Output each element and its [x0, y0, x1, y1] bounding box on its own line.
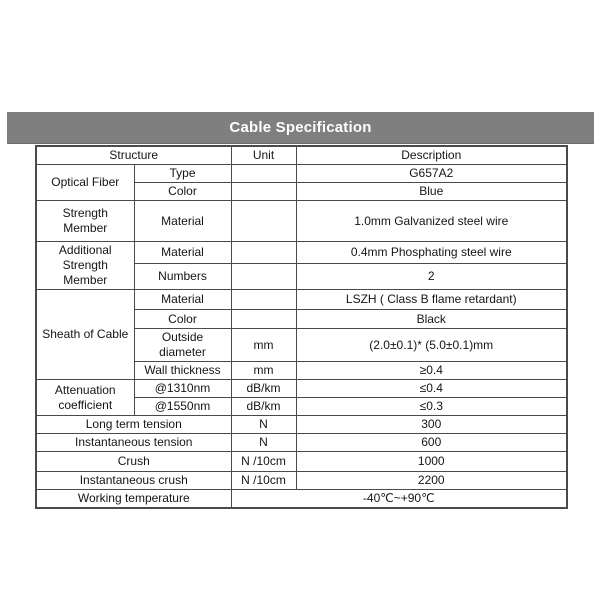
table-row-working-temperature — [36, 490, 567, 509]
row-label-additional-numbers: Numbers — [134, 264, 231, 290]
unit-optical-type — [231, 165, 296, 183]
value-wall-thickness: ≥0.4 — [296, 362, 567, 380]
row-label-wall-thickness: Wall thickness — [134, 362, 231, 380]
table-row-strength-material — [36, 201, 567, 242]
value-additional-material: 0.4mm Phosphating steel wire — [296, 242, 567, 264]
row-label-optical-color: Color — [134, 183, 231, 201]
table-row-long-term-tension — [36, 416, 567, 434]
row-label-optical-type: Type — [134, 165, 231, 183]
unit-additional-material — [231, 242, 296, 264]
row-label-attenuation-1550: @1550nm — [134, 398, 231, 416]
value-sheath-color: Black — [296, 310, 567, 329]
group-label-attenuation-coefficient: Attenuation coefficient — [36, 380, 134, 416]
value-outside-diameter: (2.0±0.1)* (5.0±0.1)mm — [296, 329, 567, 362]
unit-sheath-material — [231, 290, 296, 310]
table-row-instantaneous-tension — [36, 434, 567, 452]
value-long-term-tension: 300 — [296, 416, 567, 434]
column-header-structure: Structure — [36, 146, 231, 165]
title-bar — [7, 112, 594, 144]
value-sheath-material: LSZH ( Class B flame retardant) — [296, 290, 567, 310]
unit-optical-color — [231, 183, 296, 201]
unit-sheath-color — [231, 310, 296, 329]
row-label-crush: Crush — [36, 452, 231, 472]
cable-specification-table — [35, 145, 568, 509]
table-row-additional-material — [36, 242, 567, 264]
table-row-attenuation-1310 — [36, 380, 567, 398]
table-row-optical-type — [36, 165, 567, 183]
value-instantaneous-tension: 600 — [296, 434, 567, 452]
value-crush: 1000 — [296, 452, 567, 472]
table-header-row — [36, 146, 567, 165]
value-instantaneous-crush: 2200 — [296, 472, 567, 490]
row-label-sheath-material: Material — [134, 290, 231, 310]
unit-instantaneous-tension: N — [231, 434, 296, 452]
group-label-strength-member: Strength Member — [36, 201, 134, 242]
unit-additional-numbers — [231, 264, 296, 290]
unit-wall-thickness: mm — [231, 362, 296, 380]
row-label-attenuation-1310: @1310nm — [134, 380, 231, 398]
table-row-instantaneous-crush — [36, 472, 567, 490]
row-label-additional-material: Material — [134, 242, 231, 264]
column-header-unit: Unit — [231, 146, 296, 165]
row-label-outside-diameter: Outside diameter — [134, 329, 231, 362]
group-label-additional-strength-member: Additional Strength Member — [36, 242, 134, 290]
value-optical-color: Blue — [296, 183, 567, 201]
row-label-strength-material: Material — [134, 201, 231, 242]
row-label-working-temperature: Working temperature — [36, 490, 231, 509]
unit-long-term-tension: N — [231, 416, 296, 434]
row-label-instantaneous-tension: Instantaneous tension — [36, 434, 231, 452]
unit-outside-diameter: mm — [231, 329, 296, 362]
group-label-optical-fiber: Optical Fiber — [36, 165, 134, 201]
column-header-description: Description — [296, 146, 567, 165]
unit-attenuation-1310: dB/km — [231, 380, 296, 398]
row-label-sheath-color: Color — [134, 310, 231, 329]
table-row-sheath-material — [36, 290, 567, 310]
unit-instantaneous-crush: N /10cm — [231, 472, 296, 490]
value-attenuation-1550: ≤0.3 — [296, 398, 567, 416]
unit-attenuation-1550: dB/km — [231, 398, 296, 416]
unit-strength-material — [231, 201, 296, 242]
unit-crush: N /10cm — [231, 452, 296, 472]
value-attenuation-1310: ≤0.4 — [296, 380, 567, 398]
row-label-instantaneous-crush: Instantaneous crush — [36, 472, 231, 490]
value-additional-numbers: 2 — [296, 264, 567, 290]
value-strength-material: 1.0mm Galvanized steel wire — [296, 201, 567, 242]
group-label-sheath-of-cable: Sheath of Cable — [36, 290, 134, 380]
value-optical-type: G657A2 — [296, 165, 567, 183]
row-label-long-term-tension: Long term tension — [36, 416, 231, 434]
value-working-temperature: -40℃~+90℃ — [231, 490, 567, 509]
table-row-crush — [36, 452, 567, 472]
page-title: Cable Specification — [229, 119, 372, 136]
